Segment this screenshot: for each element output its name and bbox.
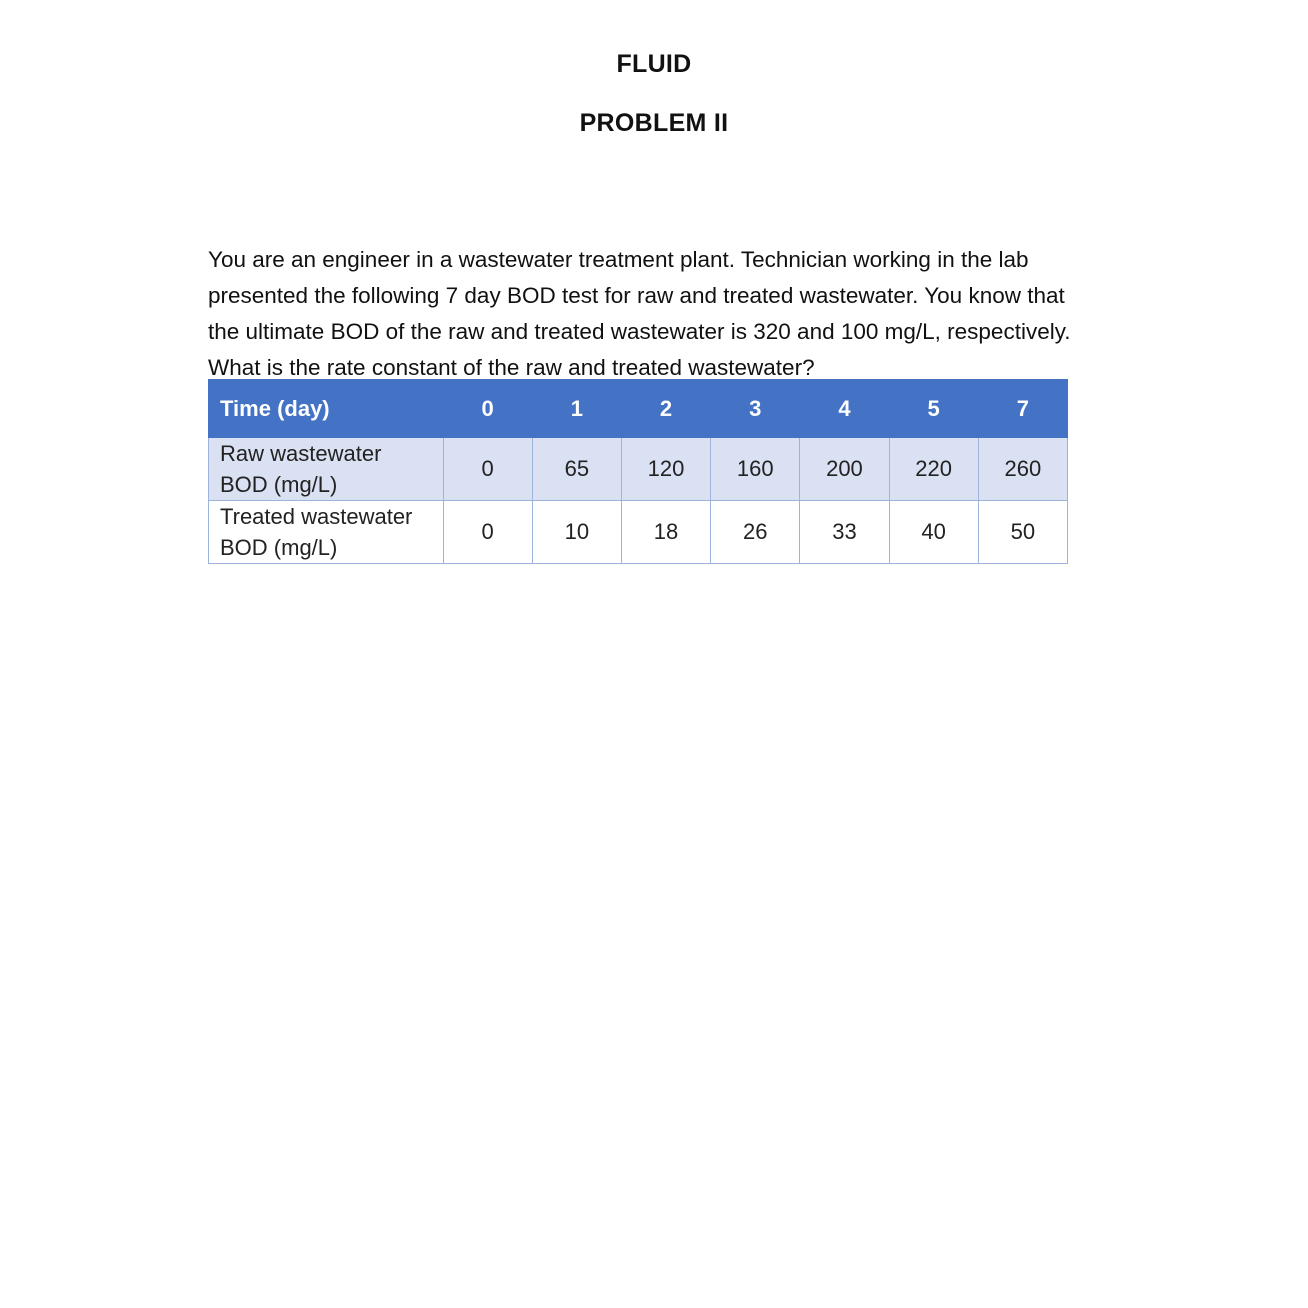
time-header-cell: 4	[800, 380, 889, 438]
row-label-treated	[209, 501, 444, 564]
table-cell: 220	[889, 438, 978, 501]
time-header-cell: 5	[889, 380, 978, 438]
problem-heading: PROBLEM II	[579, 109, 729, 137]
table-cell: 10	[532, 501, 621, 564]
document-title: FLUID	[616, 50, 692, 78]
time-header-cell: 1	[532, 380, 621, 438]
row-label-line: BOD (mg/L)	[220, 535, 338, 560]
time-header-cell: 3	[711, 380, 800, 438]
table-row-raw-wastewater	[209, 438, 1068, 501]
row-label-line: Treated wastewater	[220, 504, 413, 529]
time-header-label: Time (day)	[209, 380, 444, 438]
table-cell: 200	[800, 438, 889, 501]
table-cell: 160	[711, 438, 800, 501]
table-cell: 120	[621, 438, 710, 501]
table-cell: 0	[443, 438, 532, 501]
table-cell: 26	[711, 501, 800, 564]
table-cell: 40	[889, 501, 978, 564]
table-header-row	[209, 380, 1068, 438]
row-label-raw	[209, 438, 444, 501]
table-cell: 33	[800, 501, 889, 564]
table-cell: 65	[532, 438, 621, 501]
table-cell: 50	[978, 501, 1067, 564]
row-label-line: BOD (mg/L)	[220, 472, 338, 497]
time-header-cell: 7	[978, 380, 1067, 438]
time-header-cell: 2	[621, 380, 710, 438]
table-row-treated-wastewater	[209, 501, 1068, 564]
table-cell: 18	[621, 501, 710, 564]
bod-data-table	[208, 379, 1068, 564]
table-cell: 260	[978, 438, 1067, 501]
table-cell: 0	[443, 501, 532, 564]
row-label-line: Raw wastewater	[220, 441, 382, 466]
problem-statement: You are an engineer in a wastewater treatment plant. Technician working in the lab presented the following 7 day BOD test for raw and treated wastewater. You know that the ultimate BOD of the raw and treated wastewater is 320 and 100 mg/L, respectively. What is the rate constant of the raw and treated wastewater?	[208, 246, 1071, 380]
time-header-cell: 0	[443, 380, 532, 438]
